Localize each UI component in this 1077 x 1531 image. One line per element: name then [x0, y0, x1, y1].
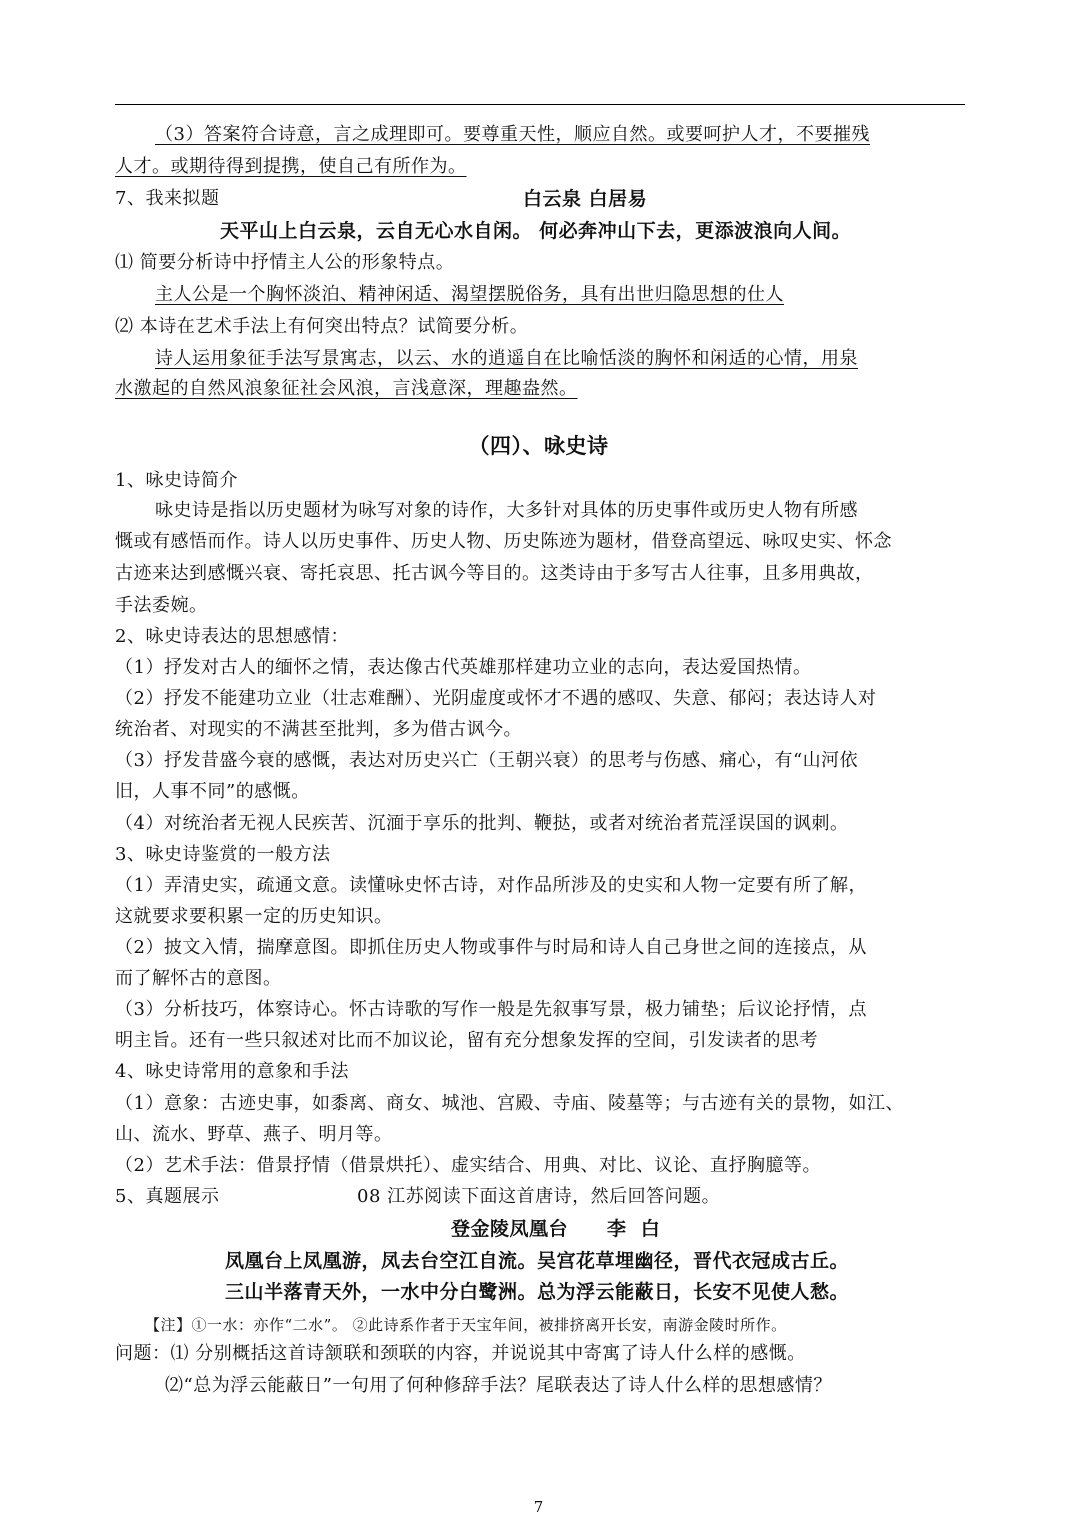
imagery-1-line2: 山、流水、野草、燕子、明月等。 — [115, 1124, 393, 1145]
emotions-label: 2、咏史诗表达的思想感情： — [115, 626, 349, 647]
exam-question-2: ⑵“总为浮云能蔽日”一句用了何种修辞手法？尾联表达了诗人什么样的思想感情？ — [165, 1375, 832, 1396]
method-2-line1: （2）披文入情，揣摩意图。即抓住历史人物或事件与时局和诗人自己身世之间的连接点，从 — [115, 937, 867, 958]
method-3-line1: （3）分析技巧，体察诗心。怀古诗歌的写作一般是先叙事写景，极力铺垫；后议论抒情，点 — [115, 999, 867, 1020]
exam-poem-title: 登金陵凤凰台 李 白 — [451, 1218, 661, 1240]
exam-poem-line1: 凤凰台上凤凰游，凤去台空江自流。吴宫花草埋幽径，晋代衣冠成古丘。 — [225, 1250, 850, 1272]
intro-label: 1、咏史诗简介 — [115, 470, 238, 491]
imagery-label: 4、咏史诗常用的意象和手法 — [115, 1061, 349, 1082]
header-rule — [115, 104, 965, 105]
q7-poem-text: 天平山上白云泉，云自无心水自闲。 何必奔冲山下去，更添波浪向人间。 — [220, 220, 852, 242]
q7-question-1: ⑴ 简要分析诗中抒情主人公的形象特点。 — [115, 252, 455, 273]
imagery-2: （2）艺术手法：借景抒情（借景烘托）、虚实结合、用典、对比、议论、直抒胸臆等。 — [115, 1155, 821, 1176]
emotion-2-line1: （2）抒发不能建功立业（壮志难酬）、光阴虚度或怀才不遇的感叹、失意、郁闷；表达诗人对 — [115, 688, 877, 709]
answer-3-line2: 人才。或期待得到提携，使自己有所作为。 — [115, 156, 467, 177]
exam-source: 08 江苏阅读下面这首唐诗，然后回答问题。 — [357, 1186, 721, 1207]
method-1-line2: 这就要求要积累一定的历史知识。 — [115, 906, 393, 927]
section-heading: （四）、咏史诗 — [468, 434, 609, 458]
exam-note: 【注】①一水：亦作“二水”。 ②此诗系作者于天宝年间，被排挤离开长安，南游金陵时所作。 — [145, 1316, 787, 1334]
page-number: 7 — [533, 1498, 544, 1516]
intro-p1: 咏史诗是指以历史题材为咏写对象的诗作，大多针对具体的历史事件或历史人物有所感 — [155, 500, 858, 521]
q7-question-2: ⑵ 本诗在艺术手法上有何突出特点？试简要分析。 — [115, 316, 529, 337]
exam-label: 5、真题展示 — [115, 1186, 220, 1207]
emotion-3-line2: 旧，人事不同”的感慨。 — [115, 781, 310, 802]
emotion-3-line1: （3）抒发昔盛今衰的感慨，表达对历史兴亡（王朝兴衰）的思考与伤感、痛心，有“山河依 — [115, 750, 859, 771]
emotion-2-line2: 统治者、对现实的不满甚至批判，多为借古讽今。 — [115, 719, 522, 740]
methods-label: 3、咏史诗鉴赏的一般方法 — [115, 844, 331, 865]
exam-question-1: 问题：⑴ 分别概括这首诗颔联和颈联的内容，并说说其中寄寓了诗人什么样的感慨。 — [115, 1343, 806, 1364]
q7-answer-2-line2: 水激起的自然风浪象征社会风浪，言浅意深，理趣盎然。 — [115, 378, 578, 399]
emotion-1: （1）抒发对古人的缅怀之情，表达像古代英雄那样建功立业的志向，表达爱国热情。 — [115, 657, 812, 678]
q7-answer-1: 主人公是一个胸怀淡泊、精神闲适、渴望摆脱俗务，具有出世归隐思想的仕人 — [155, 284, 784, 305]
intro-p3: 古迹来达到感慨兴衰、寄托哀思、托古讽今等目的。这类诗由于多写古人往事，且多用典故， — [115, 563, 874, 584]
q7-poem-title: 白云泉 白居易 — [523, 188, 648, 210]
emotion-4: （4）对统治者无视人民疾苦、沉湎于享乐的批判、鞭挞，或者对统治者荒淫误国的讽刺。 — [115, 813, 849, 834]
imagery-1-line1: （1）意象：古迹史事，如黍离、商女、城池、宫殿、寺庙、陵墓等；与古迹有关的景物，如江、 — [115, 1093, 904, 1114]
method-2-line2: 而了解怀古的意图。 — [115, 968, 282, 989]
answer-3-line1: （3）答案符合诗意，言之成理即可。要尊重天性，顺应自然。或要呵护人才，不要摧残 — [155, 124, 870, 145]
intro-p2: 慨或有感悟而作。诗人以历史事件、历史人物、历史陈迹为题材，借登高望远、咏叹史实、怀念 — [115, 531, 892, 552]
method-3-line2: 明主旨。还有一些只叙述对比而不加议论，留有充分想象发挥的空间，引发读者的思考 — [115, 1030, 818, 1051]
exam-poem-line2: 三山半落青天外，一水中分白鹭洲。总为浮云能蔽日，长安不见使人愁。 — [225, 1281, 850, 1303]
q7-answer-2-line1: 诗人运用象征手法写景寓志，以云、水的逍遥自在比喻恬淡的胸怀和闲适的心情，用泉 — [155, 348, 858, 369]
intro-p4: 手法委婉。 — [115, 595, 208, 616]
q7-label: 7、我来拟题 — [115, 188, 220, 209]
method-1-line1: （1）弄清史实，疏通文意。读懂咏史怀古诗，对作品所涉及的史实和人物一定要有所了解， — [115, 875, 867, 896]
